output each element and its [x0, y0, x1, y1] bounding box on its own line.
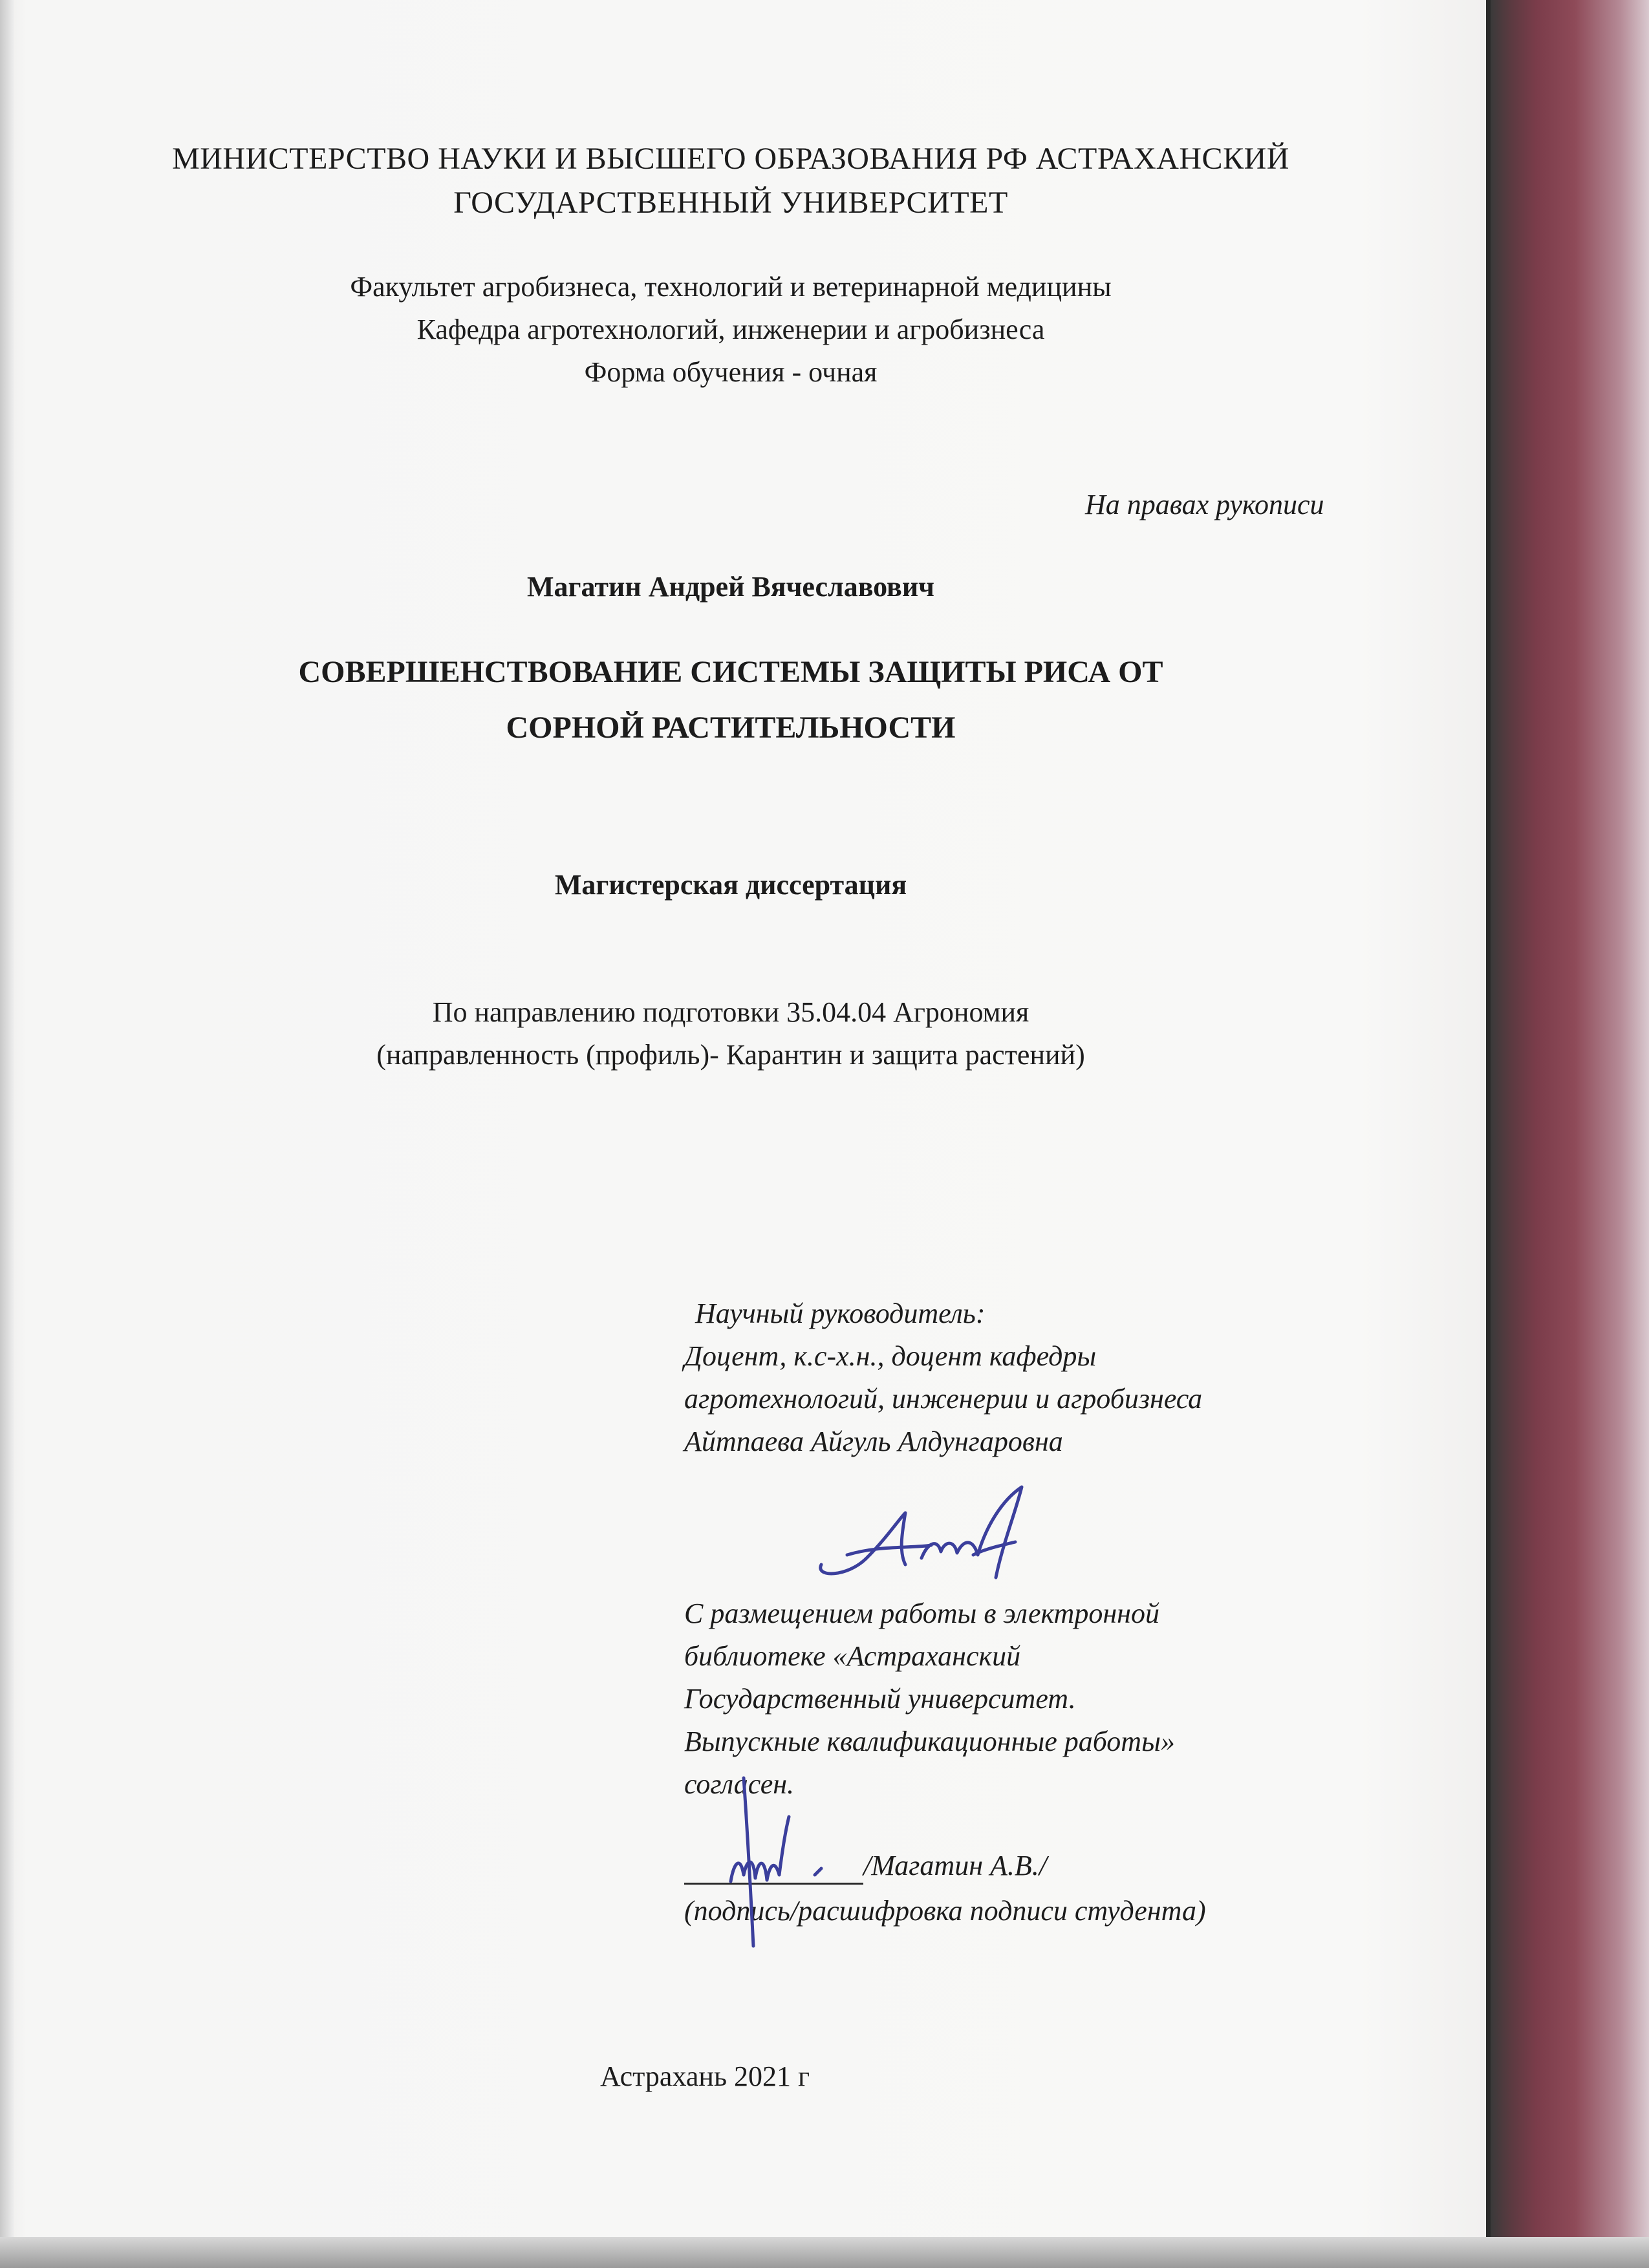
- consent-line-1: С размещением работы в электронной: [684, 1598, 1159, 1629]
- direction-line-1: По направлению подготовки 35.04.04 Агрономия: [432, 996, 1029, 1028]
- ministry-line-2: ГОСУДАРСТВЕННЫЙ УНИВЕРСИТЕТ: [453, 186, 1008, 220]
- manuscript-note: На правах рукописи: [1085, 489, 1324, 520]
- department-line: Кафедра агротехнологий, инженерии и агробизнеса: [416, 314, 1045, 345]
- consent-line-2: библиотеке «Астраханский: [684, 1640, 1021, 1672]
- supervisor-label: Научный руководитель:: [695, 1298, 986, 1329]
- scan-bottom-strip: [0, 2237, 1649, 2268]
- city-year: Астрахань 2021 г: [599, 2060, 810, 2092]
- work-type: Магистерская диссертация: [554, 869, 907, 901]
- ministry-line-1: МИНИСТЕРСТВО НАУКИ И ВЫСШЕГО ОБРАЗОВАНИЯ РФ АСТРАХАНСКИЙ: [172, 142, 1289, 176]
- supervisor-position-line-2: агротехнологий, инженерии и агробизнеса: [684, 1383, 1203, 1415]
- direction-line-2: (направленность (профиль)- Карантин и защита растений): [376, 1039, 1085, 1071]
- supervisor-position-line-1: Доцент, к.с-х.н., доцент кафедры: [684, 1340, 1097, 1372]
- consent-line-3: Государственный университет.: [684, 1683, 1076, 1715]
- study-form-line: Форма обучения - очная: [584, 356, 878, 388]
- consent-line-4: Выпускные квалификационные работы»: [684, 1726, 1175, 1757]
- consent-line-5: согласен.: [684, 1768, 795, 1800]
- binding-edge: [1491, 0, 1649, 2268]
- supervisor-signature: [808, 1481, 1067, 1590]
- thesis-title-line-2: СОРНОЙ РАСТИТЕЛЬНОСТИ: [506, 711, 956, 745]
- student-signature-caption: (подпись/расшифровка подписи студента): [684, 1895, 1206, 1927]
- author-name: Магатин Андрей Вячеславович: [527, 571, 934, 603]
- thesis-title-line-1: СОВЕРШЕНСТВОВАНИЕ СИСТЕМЫ ЗАЩИТЫ РИСА ОТ: [298, 655, 1163, 689]
- student-name-line: /Магатин А.В./: [863, 1850, 1048, 1881]
- faculty-line: Факультет агробизнеса, технологий и ветеринарной медицины: [350, 271, 1112, 303]
- student-signature: [718, 1752, 886, 1959]
- supervisor-name: Айтпаева Айгуль Алдунгаровна: [684, 1426, 1063, 1457]
